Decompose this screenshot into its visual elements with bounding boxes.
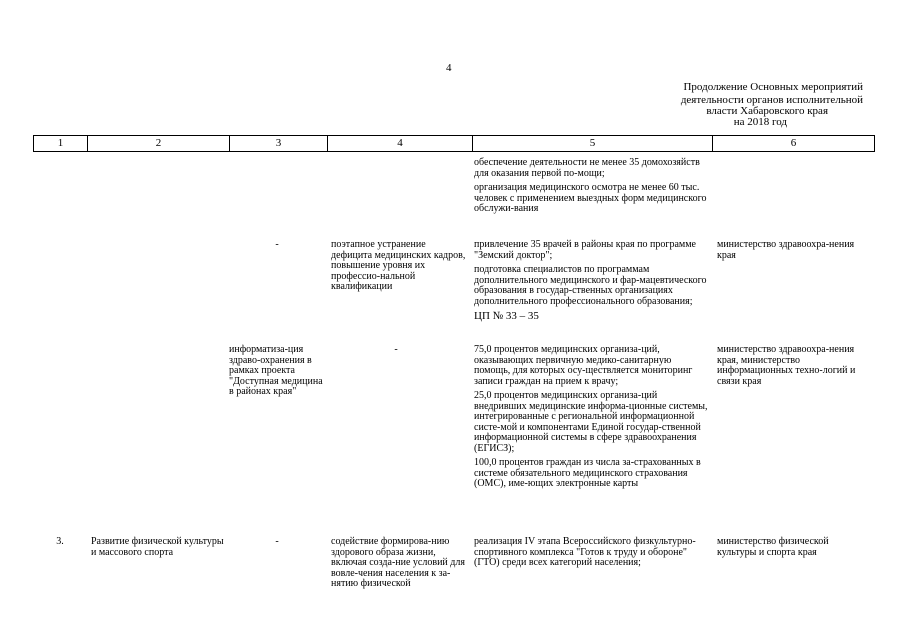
table-row xyxy=(33,158,874,240)
row-3-col-3: информатиза-ция здраво-охранения в рамках проекта "Доступная медицина в районах края" xyxy=(229,344,323,397)
row-3-col-5-item-2: 25,0 процентов медицинских организа-ций внедривших медицинские информа-ционные системы, интегрированные с региональной информационной систе-мой и компонентами Единой государ-ственной информационной системы в сфере здравоохранения (ЕГИСЗ); xyxy=(474,390,708,454)
column-number-4: 4 xyxy=(328,136,473,152)
row-4-col-4: содействие формирова-нию здорового образа жизни, включая созда-ние условий для вовле-чения населения к за-нятию физической xyxy=(331,536,465,589)
row-4-col-6: министерство физической культуры и спорта края xyxy=(717,536,829,558)
row-1-col-5 xyxy=(474,158,710,219)
row-4-col-5-item-1: реализация IV этапа Всероссийского физкультурно-спортивного комплекса "Готов к труду и обороне" (ГТО) среди всех категорий населения; xyxy=(474,536,696,568)
row-3-col-5-item-3: 100,0 процентов граждан из числа за-страхованных в системе обязательного медицинского страхования (ОМС), име-ющих электронные карты xyxy=(474,457,701,489)
row-2-col-4: поэтапное устранение дефицита медицинских кадров, повышение уровня их профессио-нальной квалификации xyxy=(331,239,466,292)
row-2-col-3: - xyxy=(275,239,279,250)
row-3-col-4: - xyxy=(394,344,398,355)
row-4-col-5 xyxy=(474,537,710,573)
page-number: 4 xyxy=(446,62,452,74)
row-2-col-5 xyxy=(474,240,710,326)
row-2-col-5-item-3: ЦП № 33 – 35 xyxy=(474,310,539,322)
column-number-row xyxy=(33,135,875,152)
row-3-col-6: министерство здравоохра-нения края, министерство информационных техно-логий и связи края xyxy=(717,344,856,387)
row-4-col-1: 3. xyxy=(56,536,64,547)
table-row xyxy=(33,345,874,537)
row-2-col-5-item-2: подготовка специалистов по программам дополнительного медицинского и фар-мацевтического образования в государ-ственных организациях дополнительного профессионального образования; xyxy=(474,264,707,307)
row-4-col-2: Развитие физической культуры и массового спорта xyxy=(91,536,224,558)
continuation-heading xyxy=(623,82,863,128)
table-row xyxy=(33,537,874,627)
heading-line-1: Продолжение Основных мероприятий xyxy=(683,81,863,93)
heading-line-2: деятельности органов исполнительной xyxy=(680,94,863,106)
row-3-col-5-item-1: 75,0 процентов медицинских организа-ций, оказывающих первичную медико-санитарную помощь, для которых осу-ществляется мониторинг записи граждан на прием к врачу; xyxy=(474,344,693,387)
table-body xyxy=(33,158,874,627)
row-2-col-5-item-1: привлечение 35 врачей в районы края по программе "Земский доктор"; xyxy=(474,239,696,261)
row-3-col-5 xyxy=(474,345,710,494)
row-4-col-3: - xyxy=(275,536,279,547)
column-number-1: 1 xyxy=(34,136,88,152)
column-number-3: 3 xyxy=(230,136,328,152)
row-1-col-5-item-2: организация медицинского осмотра не менее 60 тыс. человек с применением выездных форм медицинского обслужи-вания xyxy=(474,182,707,214)
row-1-col-5-item-1: обеспечение деятельности не менее 35 домохозяйств для оказания первой по-мощи; xyxy=(474,157,700,179)
heading-line-3: власти Хабаровского края xyxy=(706,105,828,117)
heading-line-4: на 2018 год xyxy=(733,116,787,128)
row-2-col-6: министерство здравоохра-нения края xyxy=(717,239,855,261)
column-number-2: 2 xyxy=(88,136,230,152)
column-number-6: 6 xyxy=(713,136,875,152)
column-number-5: 5 xyxy=(473,136,713,152)
table-row xyxy=(33,240,874,345)
